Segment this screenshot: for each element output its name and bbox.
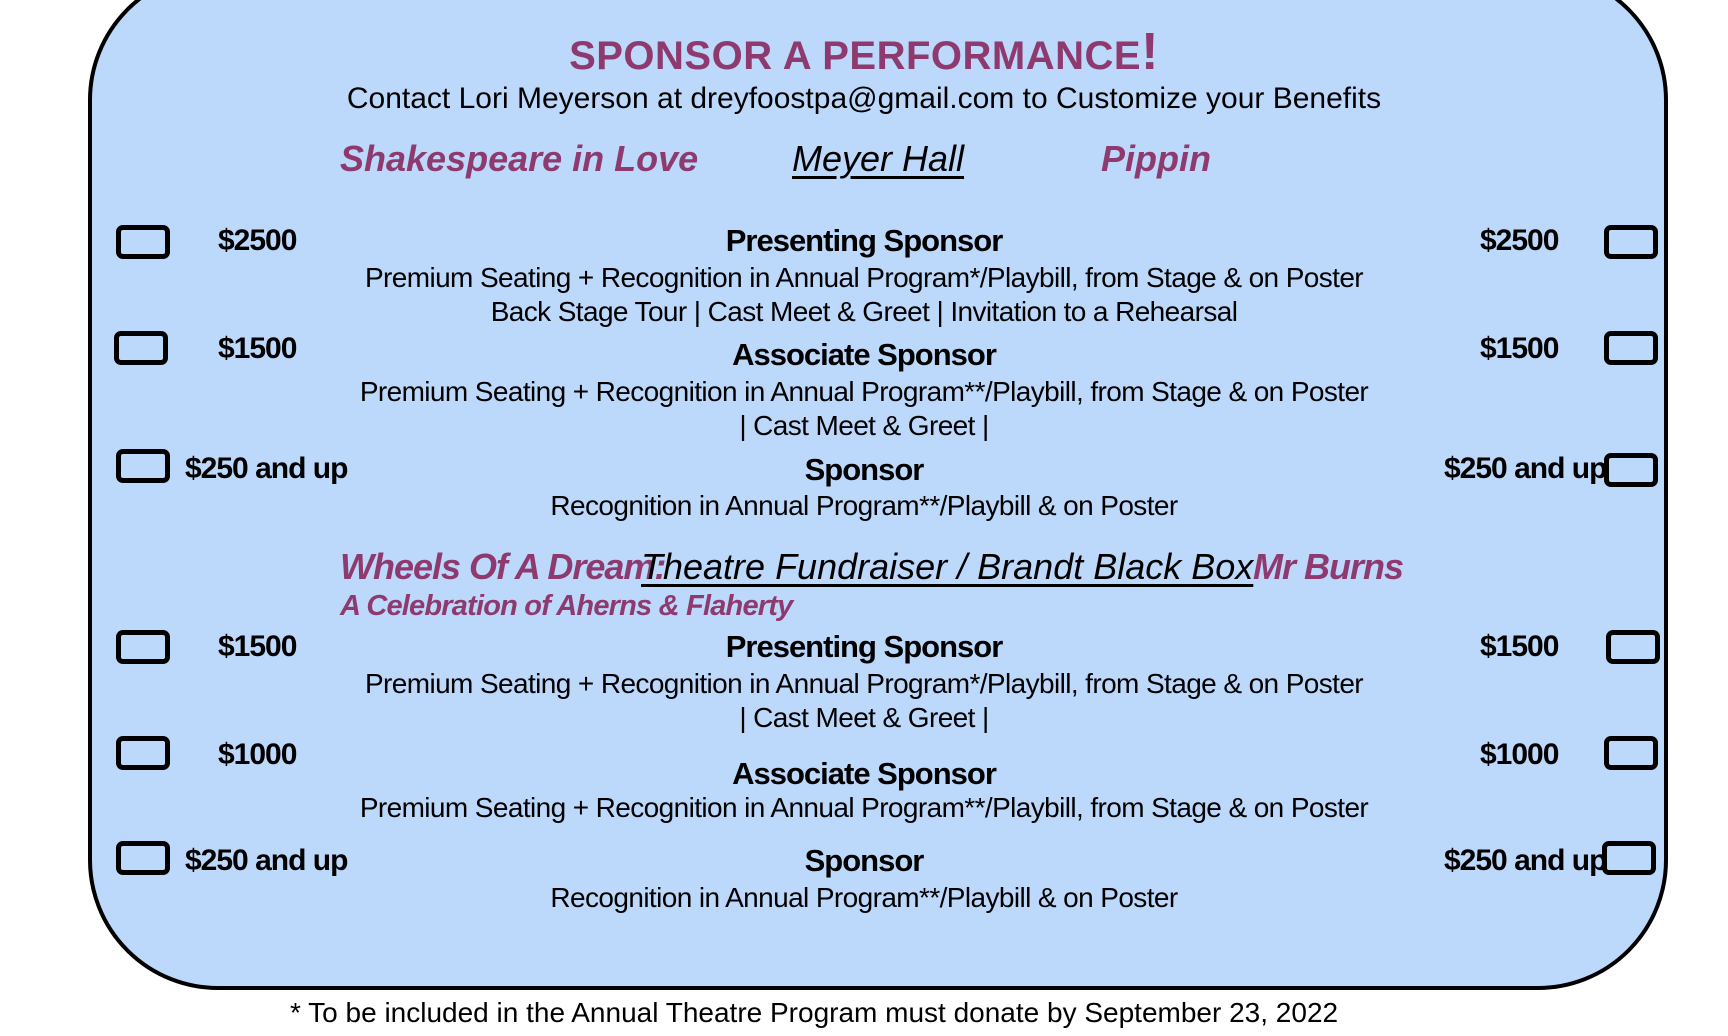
price-s2-sponsor-right: $250 and up: [1444, 844, 1607, 877]
contact-line: Contact Lori Meyerson at dreyfoostpa@gmail.com to Customize your Benefits: [346, 82, 1382, 115]
tier-s2-sponsor-name: Sponsor: [804, 843, 924, 878]
price-s2-associate-left: $1000: [218, 738, 297, 771]
checkbox-s1-presenting-right[interactable]: [1604, 225, 1658, 259]
price-s2-presenting-right: $1500: [1480, 630, 1559, 663]
price-s1-sponsor-right: $250 and up: [1444, 452, 1607, 485]
page-title: SPONSOR A PERFORMANCE!: [569, 23, 1159, 81]
tier-s2-presenting-line-1: Premium Seating + Recognition in Annual Program*/Playbill, from Stage & on Poster: [364, 668, 1364, 699]
price-s2-associate-right: $1000: [1480, 738, 1559, 771]
price-s1-associate-left: $1500: [218, 332, 297, 365]
tier-s1-associate-line-2: | Cast Meet & Greet |: [739, 410, 989, 441]
tier-s1-associate-name: Associate Sponsor: [732, 337, 996, 372]
venue-brandt-black-box: Theatre Fundraiser / Brandt Black Box: [641, 546, 1254, 587]
tier-s1-presenting-line-2: Back Stage Tour | Cast Meet & Greet | Invitation to a Rehearsal: [490, 296, 1238, 327]
tier-s1-presenting-name: Presenting Sponsor: [725, 223, 1003, 258]
checkbox-s2-associate-right[interactable]: [1604, 736, 1658, 770]
checkbox-s1-associate-right[interactable]: [1604, 331, 1658, 365]
tier-s1-sponsor-name: Sponsor: [804, 452, 924, 487]
checkbox-s2-presenting-right[interactable]: [1606, 630, 1660, 664]
tier-s2-sponsor-line-1: Recognition in Annual Program**/Playbill & on Poster: [550, 882, 1178, 913]
show-mr-burns: Mr Burns: [1253, 546, 1404, 587]
show-wheels-of-a-dream: Wheels Of A Dream:: [340, 546, 666, 587]
price-s1-associate-right: $1500: [1480, 332, 1559, 365]
tier-s1-presenting-line-1: Premium Seating + Recognition in Annual Program*/Playbill, from Stage & on Poster: [364, 262, 1364, 293]
price-s2-sponsor-left: $250 and up: [185, 844, 348, 877]
price-s1-presenting-left: $2500: [218, 224, 297, 257]
tier-s1-sponsor-line-1: Recognition in Annual Program**/Playbill & on Poster: [550, 490, 1178, 521]
tier-s2-presenting-line-2: | Cast Meet & Greet |: [739, 702, 989, 733]
price-s2-presenting-left: $1500: [218, 630, 297, 663]
checkbox-s1-sponsor-right[interactable]: [1604, 453, 1658, 487]
price-s1-presenting-right: $2500: [1480, 224, 1559, 257]
title-exclamation: !: [1141, 23, 1159, 81]
tier-s2-associate-name: Associate Sponsor: [732, 756, 996, 791]
price-s1-sponsor-left: $250 and up: [185, 452, 348, 485]
tier-s2-associate-line-1: Premium Seating + Recognition in Annual Program**/Playbill, from Stage & on Poster: [359, 792, 1369, 823]
tier-s1-associate-line-1: Premium Seating + Recognition in Annual Program**/Playbill, from Stage & on Poster: [359, 376, 1369, 407]
show-wheels-subtitle: A Celebration of Aherns & Flaherty: [340, 590, 793, 622]
venue-meyer-hall: Meyer Hall: [792, 138, 965, 179]
checkbox-s2-sponsor-right[interactable]: [1602, 841, 1656, 875]
footnote: * To be included in the Annual Theatre Program must donate by September 23, 2022: [290, 997, 1339, 1028]
tier-s2-presenting-name: Presenting Sponsor: [725, 629, 1003, 664]
show-pippin: Pippin: [1101, 138, 1211, 179]
show-shakespeare-in-love: Shakespeare in Love: [340, 138, 699, 179]
